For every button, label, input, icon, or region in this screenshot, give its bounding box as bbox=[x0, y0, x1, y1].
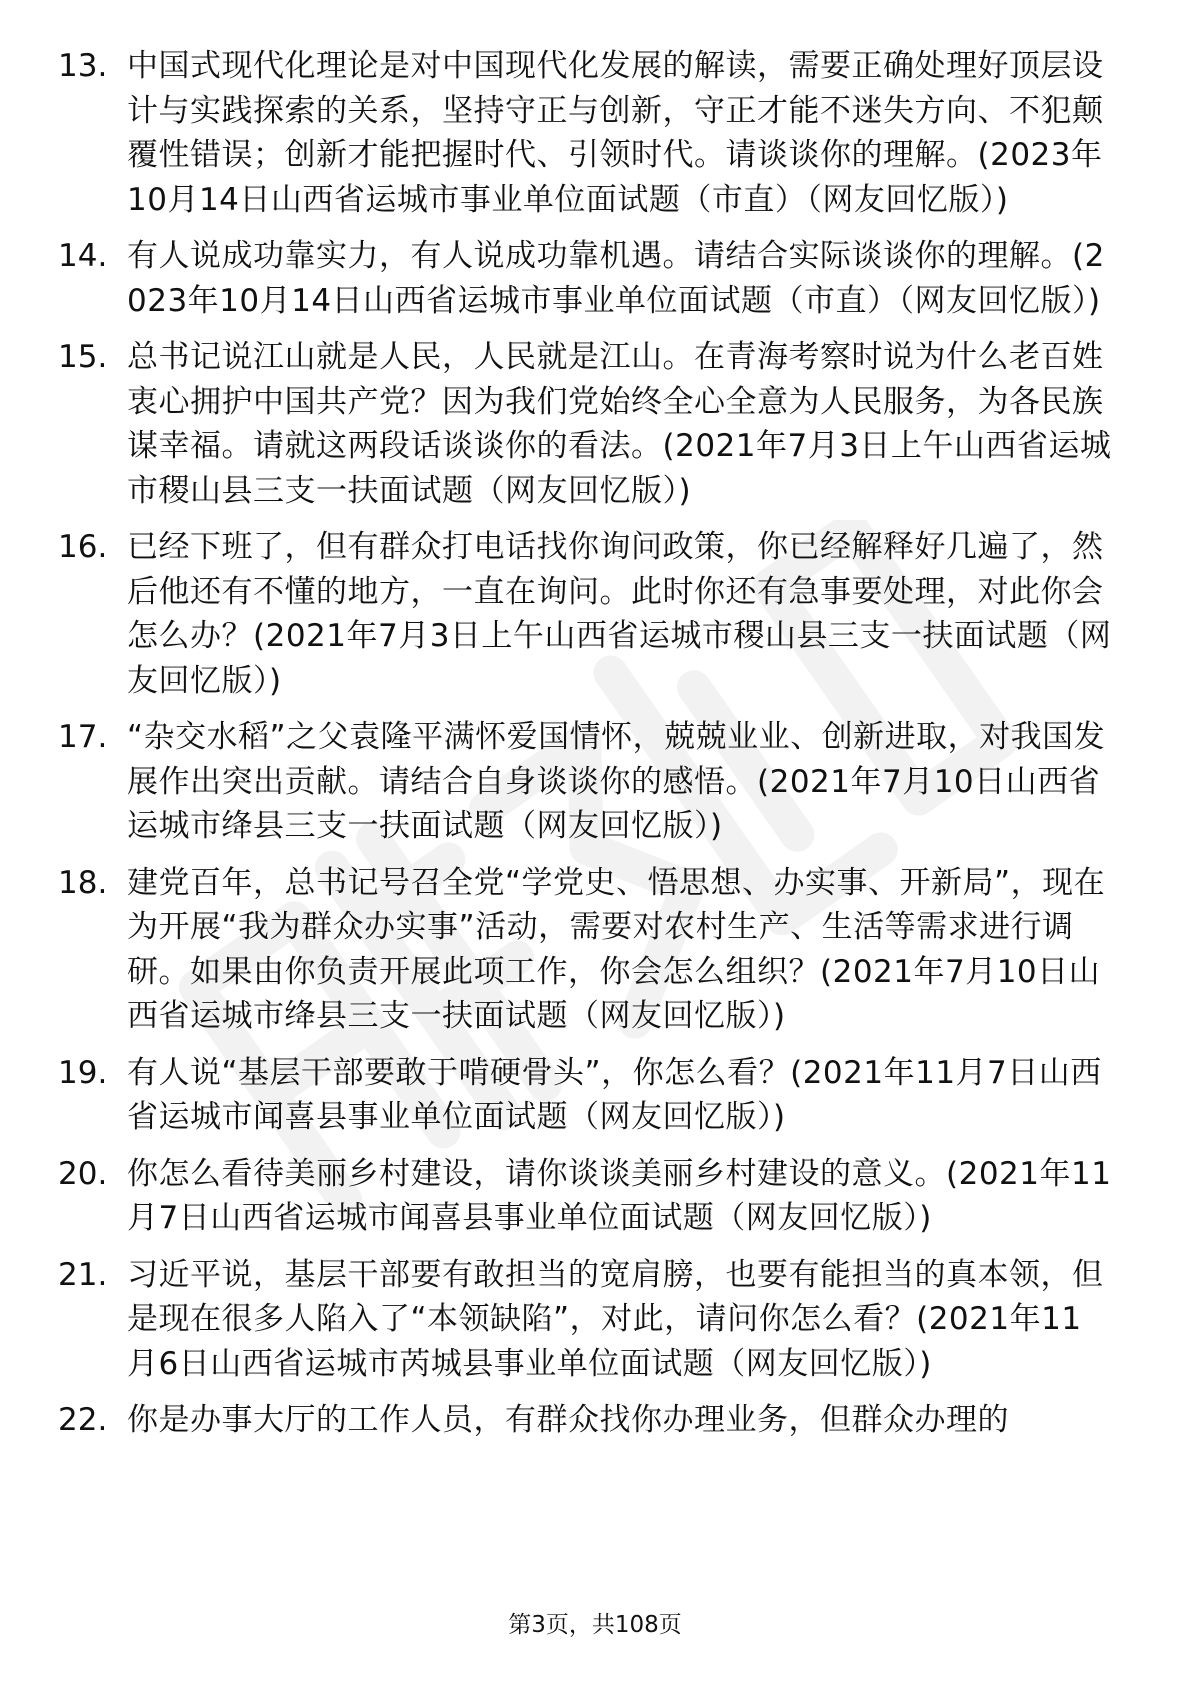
question-number: 14. bbox=[58, 238, 108, 274]
question-number: 17. bbox=[58, 719, 108, 755]
question-number: 19. bbox=[58, 1054, 108, 1091]
list-item bbox=[0, 44, 1190, 222]
question-text: 已经下班了，但有群众打电话找你询问政策，你已经解释好几遍了，然后他还有不懂的地方，一直在询问。此时你还有急事要处理，对此你会怎么办？(2021年7月3日上午山西省运城市稷山县三支一扶面试题（网友回忆版）) bbox=[127, 529, 1112, 699]
list-item bbox=[0, 715, 1190, 849]
question-text: 总书记说江山就是人民，人民就是江山。在青海考察时说为什么老百姓衷心拥护中国共产党？因为我们党始终全心全意为人民服务，为各民族谋幸福。请就这两段话谈谈你的看法。(2021年7月3日上午山西省运城市稷山县三支一扶面试题（网友回忆版）) bbox=[127, 339, 1112, 509]
question-text: 有人说成功靠实力，有人说成功靠机遇。请结合实际谈谈你的理解。(2023年10月14日山西省运城市事业单位面试题（市直）（网友回忆版）) bbox=[127, 238, 1105, 319]
question-text: 你怎么看待美丽乡村建设，请你谈谈美丽乡村建设的意义。(2021年11月7日山西省运城市闻喜县事业单位面试题（网友回忆版）) bbox=[127, 1155, 1112, 1236]
question-number: 16. bbox=[58, 529, 108, 565]
question-number: 15. bbox=[58, 339, 108, 375]
question-text: 习近平说，基层干部要有敢担当的宽肩膀，也要有能担当的真本领，但是现在很多人陷入了“本领缺陷”，对此，请问你怎么看？(2021年11月6日山西省运城市芮城县事业单位面试题（网友回忆版）) bbox=[127, 1256, 1104, 1382]
question-number: 22. bbox=[58, 1402, 108, 1438]
page-footer: 第3页，共108页 bbox=[508, 1612, 682, 1638]
question-number: 13. bbox=[58, 48, 108, 84]
question-text: 中国式现代化理论是对中国现代化发展的解读，需要正确处理好顶层设计与实践探索的关系，坚持守正与创新，守正才能不迷失方向、不犯颠覆性错误；创新才能把握时代、引领时代。请谈谈你的理解。(2023年10月14日山西省运城市事业单位面试题（市直）（网友回忆版）) bbox=[127, 48, 1104, 218]
list-item bbox=[0, 861, 1190, 1039]
question-text: “杂交水稻”之父袁隆平满怀爱国情怀，兢兢业业、创新进取，对我国发展作出突出贡献。请结合自身谈谈你的感悟。(2021年7月10日山西省运城市绛县三支一扶面试题（网友回忆版）) bbox=[127, 719, 1106, 844]
question-text: 你是办事大厅的工作人员，有群众找你办理业务，但群众办理的 bbox=[127, 1402, 1009, 1438]
question-text: 有人说“基层干部要敢于啃硬骨头”，你怎么看？(2021年11月7日山西省运城市闻喜县事业单位面试题（网友回忆版）) bbox=[127, 1054, 1102, 1135]
question-number: 18. bbox=[58, 864, 108, 901]
list-item bbox=[0, 335, 1190, 513]
question-list bbox=[0, 44, 1190, 1455]
question-number: 20. bbox=[58, 1155, 108, 1192]
question-number: 21. bbox=[58, 1256, 108, 1293]
list-item bbox=[0, 1152, 1190, 1241]
list-item bbox=[0, 1051, 1190, 1140]
list-item bbox=[0, 525, 1190, 703]
list-item bbox=[0, 1253, 1190, 1387]
list-item bbox=[0, 1398, 1190, 1443]
list-item bbox=[0, 234, 1190, 323]
question-text: 建党百年，总书记号召全党“学党史、悟思想、办实事、开新局”，现在为开展“我为群众办实事”活动，需要对农村生产、生活等需求进行调研。如果由你负责开展此项工作，你会怎么组织？(2021年7月10日山西省运城市绛县三支一扶面试题（网友回忆版）) bbox=[127, 864, 1106, 1034]
